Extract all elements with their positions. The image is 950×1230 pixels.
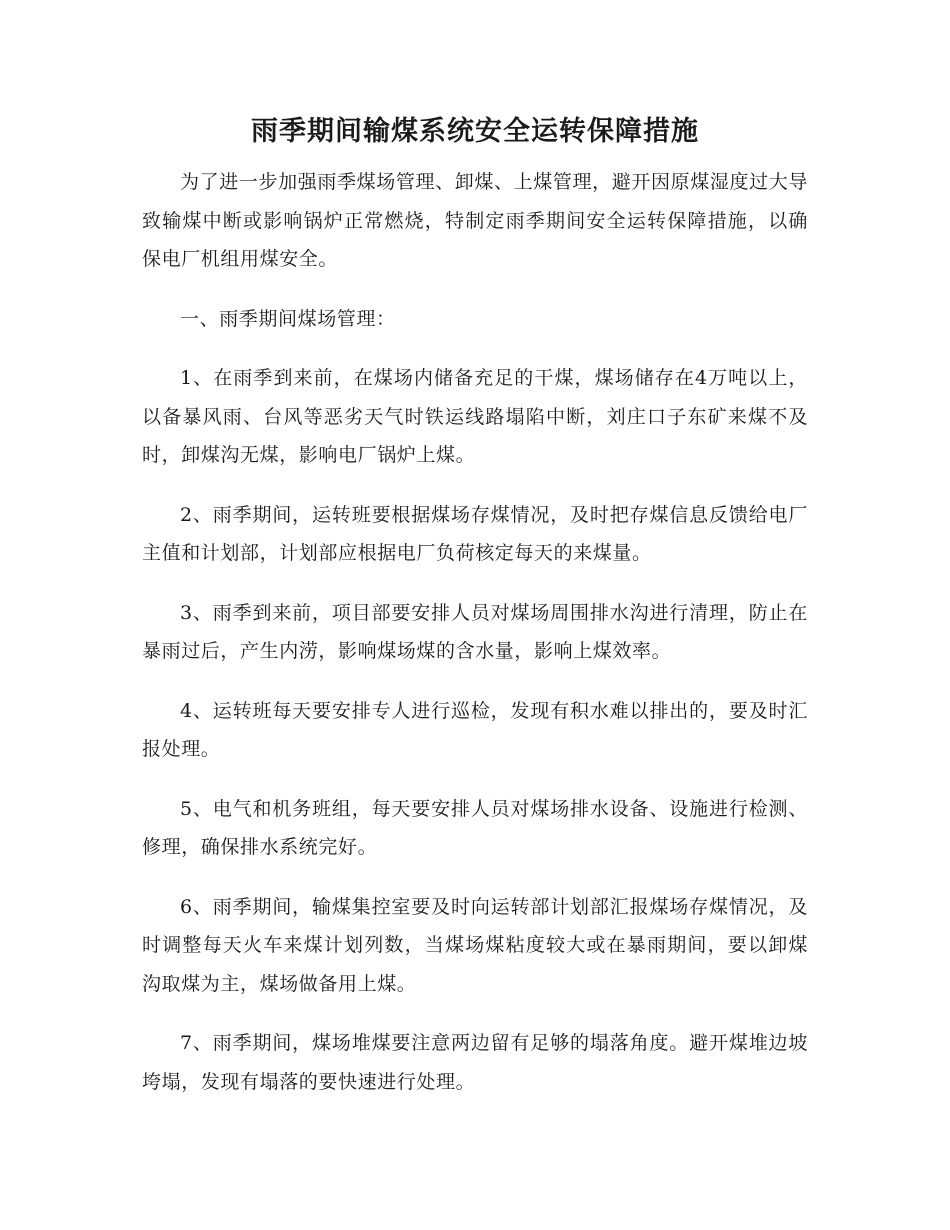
list-item-6: 6、雨季期间，输煤集控室要及时向运转部计划部汇报煤场存煤情况，及时调整每天火车来煤计划列数，当煤场煤粘度较大或在暴雨期间，要以卸煤沟取煤为主，煤场做备用上煤。 [142,895,808,995]
list-item-5: 5、电气和机务班组，每天要安排人员对煤场排水设备、设施进行检测、修理，确保排水系统完好。 [142,797,808,858]
list-item-4: 4、运转班每天要安排专人进行巡检，发现有积水难以排出的，要及时汇报处理。 [142,699,808,760]
list-item-2: 2、雨季期间，运转班要根据煤场存煤情况，及时把存煤信息反馈给电厂主值和计划部，计划部应根据电厂负荷核定每天的来煤量。 [142,503,808,564]
section-heading: 一、雨季期间煤场管理： [180,307,396,330]
list-item-7: 7、雨季期间，煤场堆煤要注意两边留有足够的塌落角度。避开煤堆边坡垮塌，发现有塌落的要快速进行处理。 [142,1032,808,1093]
document-body [142,163,808,1122]
list-item-3: 3、雨季到来前，项目部要安排人员对煤场周围排水沟进行清理，防止在暴雨过后，产生内涝，影响煤场煤的含水量，影响上煤效率。 [142,601,808,662]
intro-paragraph: 为了进一步加强雨季煤场管理、卸煤、上煤管理，避开因原煤湿度过大导致输煤中断或影响锅炉正常燃烧，特制定雨季期间安全运转保障措施，以确保电厂机组用煤安全。 [142,171,808,270]
list-item-1: 1、在雨季到来前，在煤场内储备充足的干煤，煤场储存在4万吨以上，以备暴风雨、台风等恶劣天气时铁运线路塌陷中断，刘庄口子东矿来煤不及时，卸煤沟无煤，影响电厂锅炉上煤。 [142,367,808,466]
document-title: 雨季期间输煤系统安全运转保障措施 [251,116,699,147]
